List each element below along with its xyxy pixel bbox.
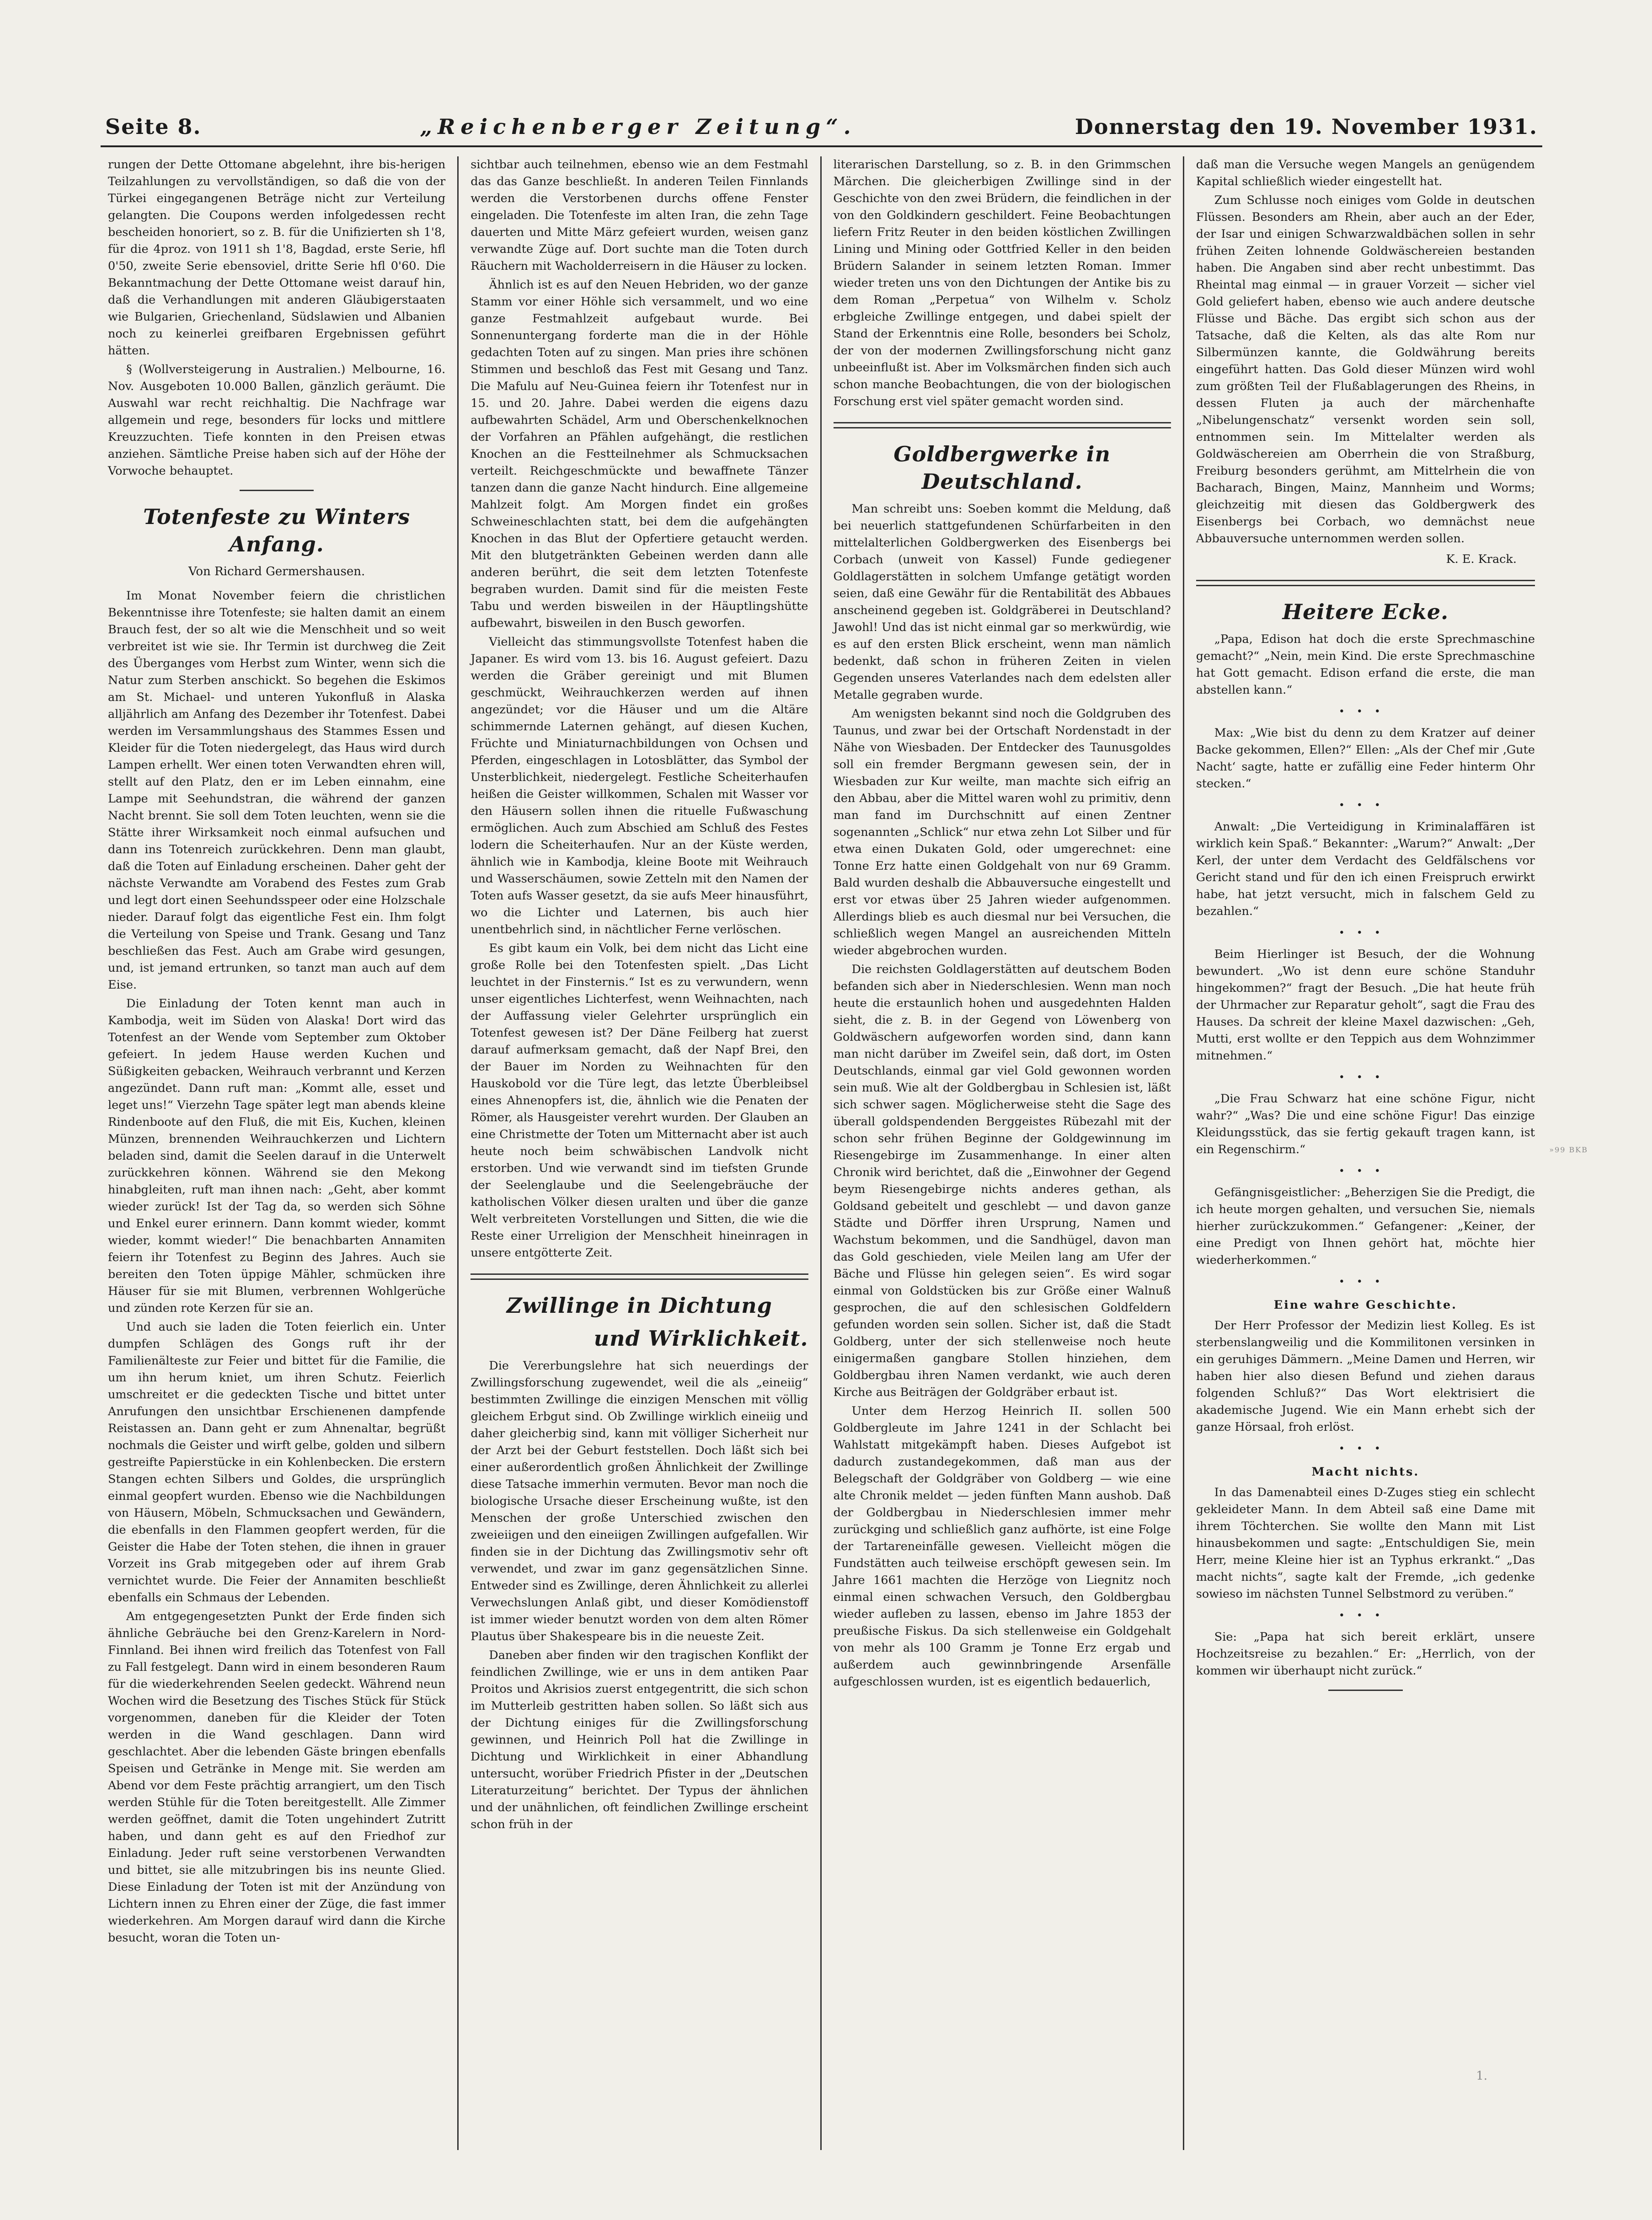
wool-auction-paragraph: § (Wollversteigerung in Australien.) Melbourne, 16. Nov. Ausgeboten 10.000 Ballen, gänzlich geräumt. Die Auswahl war recht reichhaltig. Die Nachfrage war allgemein und rege, besonders für locks und mittlere Kreuzzuchten. Tiefe konnten in den Preisen etwas anziehen. Sämtliche Preise haben sich auf der Höhe der Vorwoche behauptet. [108,363,446,478]
paragraph: sichtbar auch teilnehmen, ebenso wie an dem Festmahl das das Ganze beschließt. In anderen Teilen Finnlands werden die Verstorbenen durchs offene Fenster eingeladen. Die Totenfeste im alten Iran, die zehn Tage dauerten und Mitte März gefeiert wurden, weisen ganz verwandte Züge auf. Dort suchte man die Toten durch Räuchern mit Wacholderreisern in die Häuser zu locken. [470,158,808,273]
joke: Beim Hierlinger ist Besuch, der die Wohnung bewundert. „Wo ist denn eure schöne Standuhr hingekommen?“ fragt der Besuch. „Die hat heute früh der Uhrmacher zur Reparatur geholt“, sagt die Frau des Hauses. Da schreit der kleine Maxel dazwischen: „Geh, Mutti, erst wollte er den Teppich aus dem Wohnzimmer mitnehmen.“ [1196,947,1535,1063]
joke-title: Macht nichts. [1311,1465,1420,1479]
article-headline-goldbergwerke: Goldbergwerke in Deutschland. [893,442,1111,494]
section-headline-heitere-ecke: Heitere Ecke. [1282,599,1449,624]
joke: Sie: „Papa hat sich bereit erklärt, unsere Hochzeitsreise zu bezahlen.“ Er: „Herrlich, von der kommen wir überhaupt nicht zurück.“ [1196,1630,1535,1678]
paragraph: Die reichsten Goldlagerstätten auf deutschem Boden befanden sich aber in Niederschlesien. Wenn man noch heute die erstaunlich hohen und ausgedehnten Halden sieht, die z. B. in der Gegend von Löwenberg von Goldwäschern aufgeworfen worden sind, dann kann man nicht darüber im Zweifel sein, daß dort, im Osten Deutschlands, einmal gar viel Gold gewonnen worden sein muß. Wie alt der Goldbergbau in Schlesien ist, läßt sich schwer sagen. Möglicherweise steht die Sage des überall goldspendenden Berggeistes Rübezahl mit der schon sehr frühen Beginne der Goldgewinnung im Riesengebirge im Zusammenhange. In einer alten Chronik wird berichtet, daß die „Einwohner der Gegend beym Riesengebirge nichts anderes gethan, als Goldsand gebeitelt und geschlebt — und davon ganze Städte und Dörffer ihren Ursprung, Namen und Wachstum bekommen, und die Sandhügel, davon man das Gold geschieden, viele Meilen lang am Ufer der Bäche und Flüsse hin gelegen seien“. Es wird sogar einmal von Goldstücken bis zur Größe einer Walnuß gesprochen, die auf den schlesischen Goldfeldern gefunden worden sein sollen. Sicher ist, daß die Stadt Goldberg, unter der sich stellenweise noch heute einigermaßen gangbare Stollen hinziehen, dem Goldbergbau ihren Namen verdankt, wie auch deren Kirche aus Beiträgen der Goldgräber erbaut ist. [833,963,1171,1399]
margin-note: »99 BKB [1549,1145,1588,1154]
article-headline-zwillinge-line2: und Wirklichkeit. [593,1326,808,1351]
column-4 [1184,156,1547,2150]
paragraph: Am entgegengesetzten Punkt der Erde finden sich ähnliche Gebräuche bei den Grenz-Karelern in Nord-Finnland. Bei ihnen wird freilich das Totenfest von Fall zu Fall festgelegt. Dann wird in einem besonderen Raum für die wiederkehrenden Seelen gedeckt. Während neun Wochen wird die Besetzung des Tisches Stück für Stück vorgenommen, daneben für die Kleider der Toten werden in die Wand geschlagen. Dann wird geschlachtet. Aber die lebenden Gäste bringen ebenfalls Speisen und Getränke in Menge mit. Sie werden am Abend vor dem Feste prächtig arrangiert, um den Tisch werden Stühle für die Toten bereitgestellt. Alle Zimmer werden geöffnet, damit die Toten ungehindert Zutritt haben, und dann geht es auf den Friedhof zur Einladung. Jeder ruft seine verstorbenen Verwandten und bittet, sie alle mitzubringen bis ins neunte Glied. Diese Einladung der Toten ist mit der Anzündung von Lichtern innen zu Ehren einer der Züge, die fast immer wiederkehren. Am Morgen darauf wird dann die Kirche besucht, woran die Toten un- [108,1610,446,1945]
separator-dots: ••• [1338,1443,1392,1455]
corner-mark: 1. [1476,2069,1487,2083]
joke-title: Eine wahre Geschichte. [1273,1298,1458,1312]
column-2 [459,156,821,2150]
joke: Max: „Wie bist du denn zu dem Kratzer auf deiner Backe gekommen, Ellen?“ Ellen: „Als der Chef mir ‚Gute Nacht‘ sagte, hatte er zufällig eine Feder hinterm Ohr stecken.“ [1196,726,1535,791]
separator-dots: ••• [1338,706,1392,717]
paragraph: Vielleicht das stimmungsvollste Totenfest haben die Japaner. Es wird vom 13. bis 16. August gefeiert. Dazu werden die Gräber gereinigt und mit Blumen geschmückt, Weihrauchkerzen werden auf ihnen angezündet; vor die Häuser und um die Altäre schimmernde Laternen gehängt, auf diesen Kuchen, Früchte und Miniaturnachbildungen von Ochsen und Pferden, eingeschlagen in Lotosblätter, das Symbol der Unsterblichkeit, niedergelegt. Festliche Scheiterhaufen heißen die Geister willkommen, Schalen mit Wasser vor den Häusern sollen ihnen die rituelle Fußwaschung ermöglichen. Auch zum Abschied am Schluß des Festes lodern die Scheiterhaufen. Nur an der Küste werden, ähnlich wie in Kambodja, kleine Boote mit Weihrauch und Wasserschäumen, sowie Zetteln mit den Namen der Toten aufs Wasser gesetzt, da sie aufs Meer hinausführt, wo die Lichter und Laternen, bis auch hier unentbehrlich sind, in nächtlicher Ferne verlöschen. [470,635,808,936]
separator-dots: ••• [1338,1166,1392,1177]
separator-dots: ••• [1338,800,1392,811]
ottoman-paragraph: rungen der Dette Ottomane abgelehnt, ihre bis-herigen Teilzahlungen zu vervollständigen, so daß die von der Türkei eingegangenen Beträge nicht zur Verteilung gelangten. Die Coupons werden infolgedessen recht bescheiden honoriert, so z. B. für die Unifizierten sh 1'8, für die 4proz. von 1911 sh 1'8, Bagdad, erste Serie, hfl 0'50, zweite Serie ebensoviel, dritte Serie hfl 0'60. Die Bekanntmachung der Dette Ottomane weist darauf hin, daß die Verhandlungen mit anderen Gläubigerstaaten wie Bulgarien, Griechenland, Südslawien und Albanien noch zu keinerlei greifbaren Ergebnissen geführt hätten. [108,158,446,358]
paragraph: Ähnlich ist es auf den Neuen Hebriden, wo der ganze Stamm vor einer Höhle sich versammelt, und wo eine ganze Festmahlzeit aufgebaut wurde. Bei Sonnenuntergang forderte man die in der Höhle gedachten Toten auf zu singen. Man pries ihre schönen Stimmen und beschloß das Fest mit Gesang und Tanz. Die Mafulu auf Neu-Guinea feiern ihr Totenfest nur in 15. und 20. Jahre. Dabei werden die eigens dazu aufbewahrten Schädel, Arm und Oberschenkelknochen der Vorfahren an Pfählen aufgehängt, die restlichen Knochen an die Festteilnehmer als Schmucksachen verteilt. Reichgeschmückte und bewaffnete Tänzer tanzen dann die ganze Nacht hindurch. Eine allgemeine Mahlzeit folgt. Am Morgen findet ein großes Schweineschlachten statt, bei dem die aufgehängten Knochen in das Blut der Opfertiere getaucht werden. Mit den blutgetränkten Gebeinen werden dann alle anderen berührt, die seit dem letzten Totenfeste begraben wurden. Damit sind für die meisten Feste Tabu und werden bisweilen in der Häuptlingshütte aufbewahrt, bisweilen in den Busch geworfen. [470,278,808,630]
paragraph: Es gibt kaum ein Volk, bei dem nicht das Licht eine große Rolle bei den Totenfesten spielt. „Das Licht leuchtet in der Finsternis.“ Ist es zu verwundern, wenn unser eigentliches Lichterfest, wenn Weihnachten, nach der Auffassung vieler Gelehrter ursprünglich ein Totenfest gewesen ist? Der Däne Feilberg hat zuerst darauf aufmerksam gemacht, daß der Napf Brei, den der Bauer im Norden zu Weihnachten für den Hauskobold vor die Türe legt, das letzte Überbleibsel eines Ahnenopfers ist, die, ähnlich wie die Penaten der Römer, als Hausgeister verehrt wurden. Der Glauben an eine Christmette der Toten um Mitternacht aber ist auch heute noch beim schwäbischen Landvolk nicht erstorben. Und wie verwandt sind im tiefsten Grunde der Seelenglaube und die Seelengebräuche der katholischen Völker diesen uralten und über die ganze Welt verbreiteten Vorstellungen und Sitten, die wie die Reste einer Urreligion der Menschheit hineinragen in unsere entgötterte Zeit. [470,941,808,1260]
column-1 [96,156,459,2150]
paragraph: literarischen Darstellung, so z. B. in den Grimmschen Märchen. Die gleicherbigen Zwillinge sind in der Geschichte von den zwei Brüdern, die feindlichen in der von den Goldkindern geschildert. Feine Beobachtungen liefern Fritz Reuter in den beiden köstlichen Zwillingen Lining und Mining oder Gottfried Keller in den beiden Brüdern Salander in seinem letzten Roman. Immer wieder treten uns von den Dichtungen der Antike bis zu dem Roman „Perpetua“ von Wilhelm v. Scholz erbgleiche Zwillinge entgegen, und dabei spielt der Stand der Erkenntnis eine Rolle, besonders bei Scholz, der von der modernen Zwillingsforschung nicht ganz unbeeinflußt ist. Aber im Volksmärchen finden sich auch schon manche Beobachtungen, die von der biologischen Forschung erst viel später gemacht worden sind. [833,158,1171,408]
paragraph: Man schreibt uns: Soeben kommt die Meldung, daß bei neuerlich stattgefundenen Schürfarbeiten in den mittelalterlichen Goldbergwerken des Eisenbergs bei Corbach (unweit von Kassel) Funde gediegener Goldlagerstätten in solchem Umfange getätigt worden seien, daß eine Gewähr für die Rentabilität des Abbaues anscheinend gegeben ist. Goldgräberei in Deutschland? Jawohl! Und das ist nicht einmal gar so merkwürdig, wie es auf den ersten Blick erscheint, wenn man nämlich bedenkt, daß schon in früheren Zeiten in vielen Gegenden unseres Vaterlandes nach dem edelsten aller Metalle gegraben wurde. [833,502,1171,702]
section-divider [240,490,314,491]
page-number: Seite 8. [105,114,202,139]
article-byline: Von Richard Germershausen. [188,565,365,578]
section-divider [470,1273,808,1280]
joke: „Die Frau Schwarz hat eine schöne Figur, nicht wahr?“ „Was? Die und eine schöne Figur! Das einzige Kleidungsstück, das sie fertig gekauft tragen kann, ist ein Regenschirm.“ [1196,1092,1535,1156]
paragraph: Unter dem Herzog Heinrich II. sollen 500 Goldbergleute im Jahre 1241 in der Schlacht bei Wahlstatt mitgekämpft haben. Dieses Aufgebot ist dadurch zustandegekommen, daß man aus der Belegschaft der Goldgräber von Goldberg — wie eine alte Chronik meldet — jeden fünften Mann aushob. Daß der Goldbergbau in Niederschlesien immer mehr zurückging und schließlich ganz aufhörte, ist eine Folge der Tartareneinfälle gewesen. Vielleicht mögen die Fundstätten auch teilweise erschöpft gewesen sein. Im Jahre 1661 machten die Herzöge von Liegnitz noch einmal einen schwachen Versuch, den Goldbergbau wieder aufleben zu lassen, ebenso im Jahre 1853 der preußische Fiskus. Da sich stellenweise ein Goldgehalt von mehr als 100 Gramm je Tonne Erz ergab und außerdem auch gewinnbringende Arsenfälle aufgeschlossen wurden, ist es eigentlich bedauerlich, [833,1404,1171,1689]
article-headline-zwillinge: Zwillinge in Dichtung [506,1293,772,1318]
article-headline-totenfeste: Totenfeste zu Winters Anfang. [143,504,411,556]
paragraph: Zum Schlusse noch einiges vom Golde in deutschen Flüssen. Besonders am Rhein, aber auch an der Eder, der Isar und einigen Schwarzwaldbächen sollen in sehr frühen Zeiten lohnende Goldwäschereien bestanden haben. Die Angaben sind aber recht unbestimmt. Das Rheintal mag einmal — in grauer Vorzeit — sicher viel Gold geliefert haben, ebenso wie auch andere deutsche Flüsse und Bäche. Das ergibt sich schon aus der Tatsache, daß die Kelten, als das alte Rom nur Silbermünzen kannte, die Goldwährung bereits eingeführt hatten. Das Gold dieser Münzen wird wohl zum größten Teil der Flußablagerungen des Rheins, in dessen Fluten ja auch der märchenhafte „Nibelungenschatz“ versenkt worden sein soll, entnommen sein. Im Mittelalter werden als Goldwäschereien am Oberrhein die von Straßburg, Freiburg besonders gerühmt, am Mittelrhein die von Bacharach, Bingen, Mainz, Mannheim und Worms; gleichzeitig mit diesen das Goldbergwerk des Eisenbergs bei Corbach, wo demnächst neue Abbauversuche unternommen werden sollen. [1196,193,1535,546]
separator-dots: ••• [1338,1276,1392,1288]
section-divider [834,422,1171,428]
column-3 [822,156,1184,2150]
issue-date: Donnerstag den 19. November 1931. [1075,114,1538,139]
paragraph: Im Monat November feiern die christlichen Bekenntnisse ihre Totenfeste; sie halten damit an einem Brauch fest, der so alt wie die Menschheit und so weit verbreitet ist wie sie. Ihr Termin ist durchweg die Zeit des Überganges vom Herbst zum Winter, wenn sich die Natur zum Sterben anschickt. So begehen die Eskimos am St. Michael- und unteren Yukonfluß in Alaska alljährlich am Anfang des Dezember ihr Totenfest. Dabei werden im Versammlungshaus des Stammes Essen und Kleider für die Toten niedergelegt, das Haus wird durch Lampen erhellt. Wer einen toten Verwandten ehren will, stellt auf den Platz, den er im Leben einnahm, eine Lampe mit Seehundstran, die während der ganzen Nacht brennt. Sie soll dem Toten leuchten, wenn sie die Stätte ihrer Wirksamkeit noch einmal aufsuchen und dann ins Totenreich zurückkehren. Denn man glaubt, daß die Toten auf Einladung erscheinen. Daher geht der nächste Verwandte am Vorabend des Festes zum Grab und legt dort einen Seehundsspeer oder eine Holzschale nieder. Darauf folgt das eigentliche Fest ein. Ihm folgt die Verteilung von Speise und Trank. Gesang und Tanz beschließen das Fest. Auch am Grabe wird gesungen, und, ist jemand ertrunken, so tanzt man auch auf dem Eise. [108,589,446,992]
paragraph: Daneben aber finden wir den tragischen Konflikt der feindlichen Zwillinge, wie er uns in dem antiken Paar Proitos und Akrisios zuerst entgegentritt, die sich schon im Mutterleib gestritten haben sollen. So läßt sich aus der Dichtung einiges für die Zwillingsforschung gewinnen, und Heinrich Poll hat die Zwillinge in Dichtung und Wirklichkeit in einer Abhandlung untersucht, worüber Friedrich Pfister in der „Deutschen Literaturzeitung“ berichtet. Der Typus der ähnlichen und der unähnlichen, oft feindlichen Zwillinge erscheint schon früh in der [470,1648,808,1831]
joke: Anwalt: „Die Verteidigung in Kriminalaffären ist wirklich kein Spaß.“ Bekannter: „Warum?“ Anwalt: „Der Kerl, der unter dem Verdacht des Geldfälschens vor Gericht stand und für den ich einen Freispruch erwirkt habe, hat jetzt versucht, mich in falschem Geld zu bezahlen.“ [1196,820,1535,918]
joke: Der Herr Professor der Medizin liest Kolleg. Es ist sterbenslangweilig und die Kommilitonen versinken in ein geruhiges Dämmern. „Meine Damen und Herren, wir haben hier also diesen Befund und ziehen daraus folgenden Schluß?“ Das Wort elektrisiert die akademische Jugend. Wie ein Mann erhebt sich der ganze Hörsaal, froh erlöst. [1196,1319,1535,1434]
paragraph: Die Vererbungslehre hat sich neuerdings der Zwillingsforschung zugewendet, weil die als „eineiig“ bestimmten Zwillinge die einzigen Menschen mit völlig gleichem Erbgut sind. Ob Zwillinge wirklich eineiig und daher gleicherbig sind, kann mit völliger Sicherheit nur der Arzt bei der Geburt feststellen. Doch läßt sich bei einer außerordentlich großen Ähnlichkeit der Zwillinge diese Tatsache immerhin vermuten. Bevor man noch die biologische Ursache dieser Erscheinung wußte, ist den Menschen der große Unterschied zwischen den zweieiigen und den eineiigen Zwillingen aufgefallen. Wir finden sie in der Dichtung das Zwillingsmotiv sehr oft verwendet, und zwar im ganz gegensätzlichen Sinne. Entweder sind es Zwillinge, deren Ähnlichkeit zu allerlei Verwechslungen Anlaß gibt, und dieser Komödienstoff ist immer wieder benutzt worden von dem alten Römer Plautus über Shakespeare bis in die neueste Zeit. [470,1359,808,1643]
page-header [96,114,1547,145]
paragraph: Am wenigsten bekannt sind noch die Goldgruben des Taunus, und zwar bei der Ortschaft Nordenstadt in der Nähe von Wiesbaden. Der Entdecker des Taunusgoldes soll ein fremder Bergmann gewesen sein, der in Wiesbaden zur Kur weilte, man machte sich eifrig an den Abbau, aber die Mittel waren wohl zu primitiv, denn man fand im Durchschnitt auf einen Zentner sogenannten „Schlick“ nur etwa zehn Lot Silber und für etwa einen Dukaten Gold, oder umgerechnet: eine Tonne Erz hatte einen Goldgehalt von nur 69 Gramm. Bald wurden deshalb die Abbauversuche eingestellt und erst vor etwas über 25 Jahren wieder aufgenommen. Allerdings blieb es auch diesmal nur bei Versuchen, die schließlich wegen Mangel an ausreichenden Mitteln wieder abgebrochen wurden. [833,707,1171,958]
separator-dots: ••• [1338,1610,1392,1621]
joke: Gefängnisgeistlicher: „Beherzigen Sie die Predigt, die ich heute morgen gehalten, und versuchen Sie, niemals hierher zurückzukommen.“ Gefangener: „Keiner, der eine Predigt von Ihnen gehört hat, möchte hier wiederherkommen.“ [1196,1186,1535,1267]
paragraph: daß man die Versuche wegen Mangels an genügendem Kapital schließlich wieder eingestellt hat. [1196,158,1535,188]
header-rule [101,145,1542,147]
separator-dots: ••• [1338,1072,1392,1083]
joke: In das Damenabteil eines D-Zuges stieg ein schlecht gekleideter Mann. In dem Abteil saß eine Dame mit ihrem Töchterchen. Sie wollte den Mann mit List hinausbekommen und sagte: „Entschuldigen Sie, mein Herr, meine Kleine hier ist an Typhus erkrankt.“ „Das macht nichts“, sagte kalt der Fremde, „ich gedenke sowieso im nächsten Tunnel Selbstmord zu verüben.“ [1196,1486,1535,1601]
paragraph: Und auch sie laden die Toten feierlich ein. Unter dumpfen Schlägen des Gongs ruft ihr der Familienälteste zur Feier und bittet für die Familie, die um ihn herum kniet, um ihren Schutz. Feierlich umschreitet er die gedeckten Tische und bittet unter Anrufungen den unsichtbar Erschienenen dampfende Reistassen an. Dann geht er zum Ahnenaltar, begrüßt nochmals die Geister und wirft gelbe, golden und silbern gestreifte Papierstücke in ein Kohlenbecken. Die erstern Stangen echten Silbers und Goldes, die ursprünglich einmal geopfert wurden. Ebenso wie die Nachbildungen von Häusern, Möbeln, Schmucksachen und Gewändern, die ebenfalls in den Flammen geopfert werden, für die Geister die Habe der Toten stehen, die ihnen in grauer Vorzeit ins Grab mitgegeben oder auf ihrem Grab vernichtet wurde. Die Feier der Annamiten beschließt ebenfalls ein Schmaus der Lebenden. [108,1320,446,1605]
section-divider [1196,580,1535,586]
paragraph: Die Einladung der Toten kennt man auch in Kambodja, weit im Süden von Alaska! Dort wird das Totenfest an der Wende vom September zum Oktober gefeiert. In jedem Hause werden Kuchen und Süßigkeiten gebacken, Weihrauch verbrannt und Kerzen angezündet. Dann ruft man: „Kommt alle, esset und leget uns!“ Vierzehn Tage später legt man abends kleine Rindenboote auf den Fluß, die mit Eis, Kuchen, kleinen Münzen, brennenden Weihrauchkerzen und Lichtern beladen sind, damit die Seelen darauf in die Unterwelt zurückkehren können. Während sie den Mekong hinabgleiten, ruft man ihnen nach: „Geht, aber kommt wieder zurück! Ist der Tag da, so werden sich Söhne und Enkel eurer erinnern. Dann kommt wieder, kommt wieder, kommt wieder!“ Die benachbarten Annamiten feiern ihr Totenfest zu Beginn des Jahres. Auch sie bereiten den Toten üppige Mähler, schmücken ihre Häuser für sie mit Blumen, verbrennen Wohlgerüche und zünden rote Kerzen für sie an. [108,997,446,1315]
author-signature: K. E. Krack. [1446,552,1517,566]
paper-title: „Reichenberger Zeitung“. [420,114,856,139]
end-rule [1328,1690,1403,1691]
article-columns [96,156,1547,2150]
separator-dots: ••• [1338,927,1392,939]
joke: „Papa, Edison hat doch die erste Sprechmaschine gemacht?“ „Nein, mein Kind. Die erste Sprechmaschine hat Gott gemacht. Edison erfand die erste, die man abstellen kann.“ [1196,632,1535,697]
